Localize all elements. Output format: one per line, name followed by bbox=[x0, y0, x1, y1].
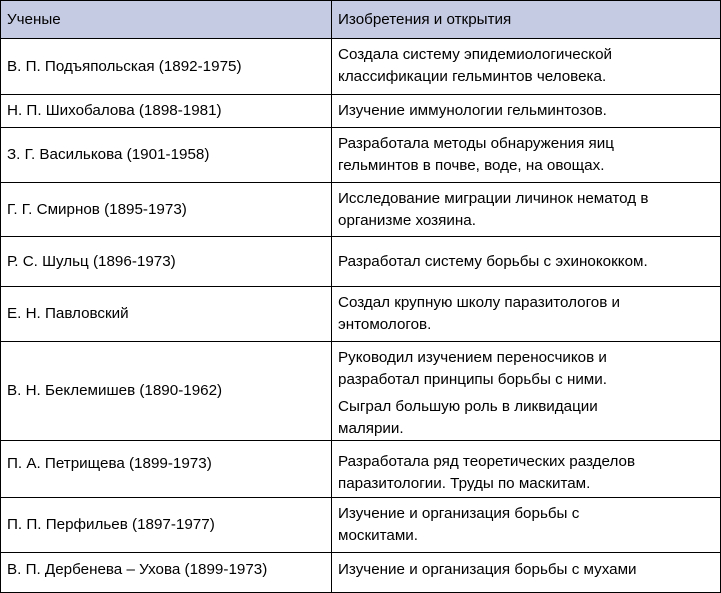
scientist-name: В. П. Дербенева – Ухова (1899-1973) bbox=[1, 553, 332, 593]
contribution-line: Создал крупную школу паразитологов и bbox=[338, 294, 621, 311]
table-row bbox=[1, 342, 721, 441]
table-row bbox=[1, 39, 721, 95]
header-inventions: Изобретения и открытия bbox=[332, 1, 721, 39]
scientist-contribution bbox=[332, 498, 721, 553]
contribution-line: энтомологов. bbox=[338, 316, 432, 333]
contribution-line: Разработал систему борьбы с эхинококком. bbox=[338, 252, 648, 270]
contribution-line: москитами. bbox=[338, 527, 418, 544]
scientist-contribution bbox=[332, 237, 721, 287]
contribution-line: организме хозяина. bbox=[338, 212, 476, 229]
scientist-name: В. П. Подъяпольская (1892-1975) bbox=[1, 39, 332, 95]
contribution-line: Разработала ряд теоретических разделов bbox=[338, 453, 636, 470]
contribution-line: паразитологии. Труды по маскитам. bbox=[338, 475, 591, 492]
contribution-line: гельминтов в почве, воде, на овощах. bbox=[338, 157, 605, 174]
scientist-contribution bbox=[332, 128, 721, 183]
table-row bbox=[1, 95, 721, 128]
scientist-name: Е. Н. Павловский bbox=[1, 287, 332, 342]
contribution-line: Исследование миграции личинок нематод в bbox=[338, 190, 649, 207]
scientist-contribution bbox=[332, 95, 721, 128]
scientist-contribution bbox=[332, 553, 721, 593]
scientist-contribution bbox=[332, 183, 721, 237]
scientist-contribution bbox=[332, 39, 721, 95]
scientist-name: П. А. Петрищева (1899-1973) bbox=[1, 441, 332, 498]
contribution-line: классификации гельминтов человека. bbox=[338, 68, 607, 85]
scientist-contribution bbox=[332, 287, 721, 342]
table-row bbox=[1, 441, 721, 498]
contribution-line: малярии. bbox=[338, 420, 404, 437]
contribution-line: Изучение иммунологии гельминтозов. bbox=[338, 102, 607, 119]
contribution-line: Сыграл большую роль в ликвидации bbox=[338, 398, 598, 415]
table-row bbox=[1, 237, 721, 287]
table-row bbox=[1, 183, 721, 237]
scientist-contribution bbox=[332, 342, 721, 441]
contribution-line: Руководил изучением переносчиков и bbox=[338, 349, 607, 366]
scientist-name: Р. С. Шульц (1896-1973) bbox=[1, 237, 332, 287]
table-row bbox=[1, 553, 721, 593]
contribution-line: Изучение и организация борьбы с bbox=[338, 505, 580, 522]
contribution-line: Изучение и организация борьбы с мухами bbox=[338, 561, 637, 578]
contribution-line: Разработала методы обнаружения яиц bbox=[338, 135, 614, 152]
table-header-row bbox=[1, 1, 721, 39]
header-scientists: Ученые bbox=[1, 1, 332, 39]
scientist-name: Н. П. Шихобалова (1898-1981) bbox=[1, 95, 332, 128]
table-row bbox=[1, 287, 721, 342]
scientist-name: З. Г. Василькова (1901-1958) bbox=[1, 128, 332, 183]
contribution-line: разработал принципы борьбы с ними. bbox=[338, 371, 607, 388]
contribution-line: Создала систему эпидемиологической bbox=[338, 46, 613, 63]
scientist-name: В. Н. Беклемишев (1890-1962) bbox=[1, 342, 332, 441]
table-row bbox=[1, 128, 721, 183]
table-row bbox=[1, 498, 721, 553]
scientist-contribution bbox=[332, 441, 721, 498]
scientist-name: П. П. Перфильев (1897-1977) bbox=[1, 498, 332, 553]
scientist-name: Г. Г. Смирнов (1895-1973) bbox=[1, 183, 332, 237]
